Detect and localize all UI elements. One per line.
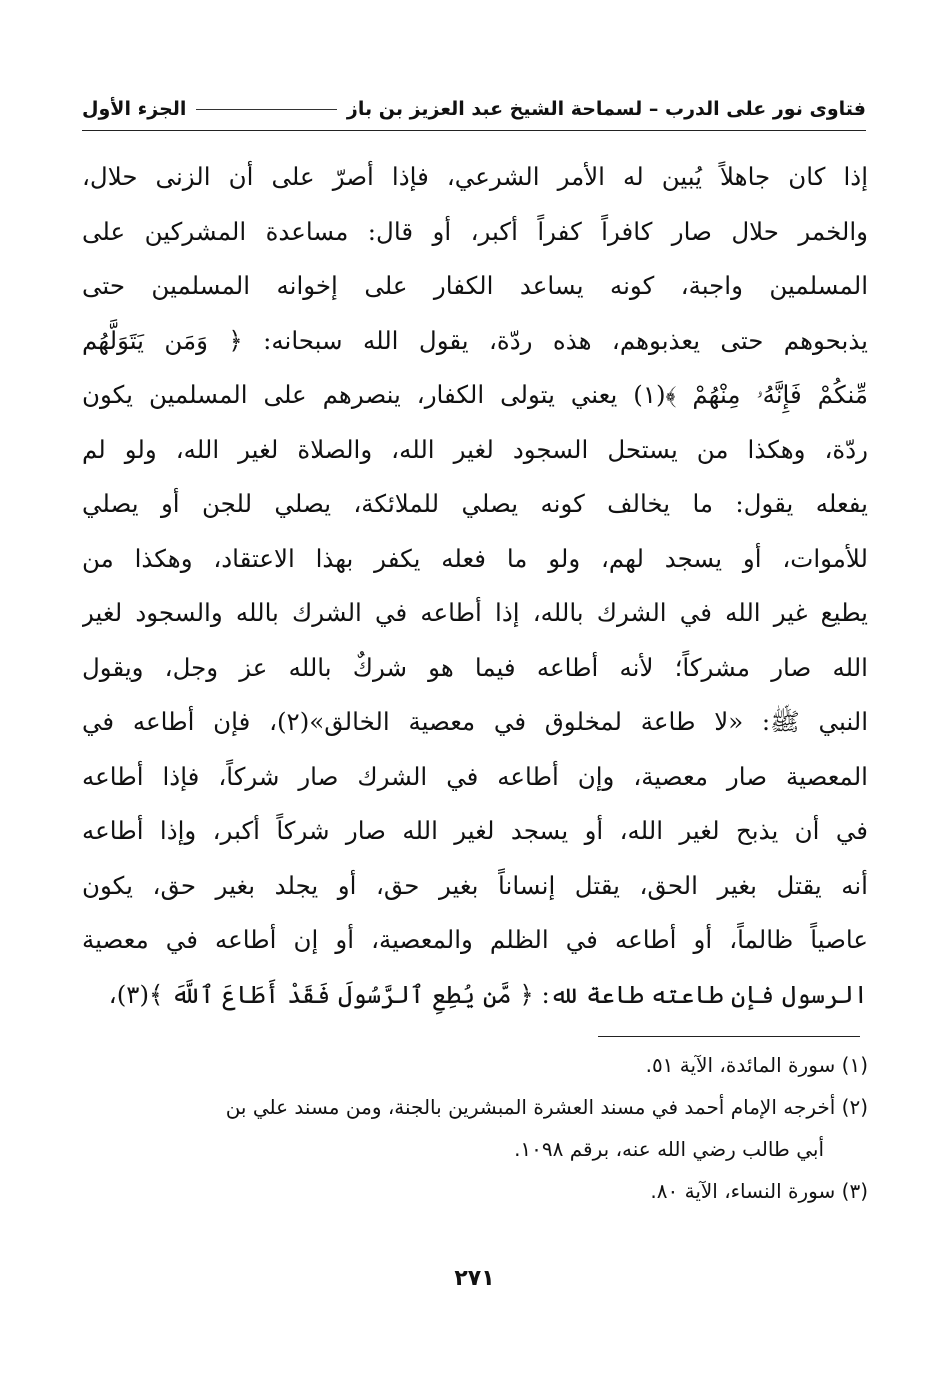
part-label: الجزء الأول <box>82 98 187 120</box>
main-text <box>82 150 868 1022</box>
footnote-1: (١) سورة المائدة، الآية ٥١. <box>645 1053 868 1077</box>
text-line: والخمر حلال صار كافراً كفراً أكبر، أو قال: مساعدة المشركين على <box>82 216 868 246</box>
header-leader-line <box>196 109 336 110</box>
footnote-2: (٢) أخرجه الإمام أحمد في مسند العشرة المبشرين بالجنة، ومن مسند علي بن <box>225 1095 868 1119</box>
footnote-separator <box>598 1036 860 1037</box>
running-header <box>82 88 866 131</box>
book-title: فتاوى نور على الدرب – لسماحة الشيخ عبد العزيز بن باز <box>346 98 866 120</box>
footnote-3: (٣) سورة النساء، الآية ٨٠. <box>650 1179 868 1203</box>
text-line: مِّنكُمْ فَإِنَّهُۥ مِنْهُمْ ﴾(١) يعني يتولى الكفار، ينصرهم على المسلمين يكون <box>82 380 868 409</box>
text-line: إذا كان جاهلاً يُبين له الأمر الشرعي، فإذا أصرّ على أن الزنى حلال، <box>82 162 868 191</box>
text-line: للأموات، أو يسجد لهم، ولو ما فعله يكفر بهذا الاعتقاد، وهكذا من <box>82 543 868 573</box>
text-line: يفعله يقول: ما يخالف كونه يصلي للملائكة، يصلي للجن أو يصلي <box>82 489 868 518</box>
text-line: ردّة، وهكذا من يستحل السجود لغير الله، والصلاة لغير الله، ولو لم <box>82 434 868 464</box>
text-line: الرسول فإن طاعته طاعة لله: ﴿ مَّن يُطِعِ ٱلرَّسُولَ فَقَدْ أَطَاعَ ٱللَّهَ ﴾(٣)، <box>108 979 868 1009</box>
text-line: يطيع غير الله في الشرك بالله، إذا أطاعه في الشرك بالله والسجود لغير <box>82 598 868 627</box>
text-line: النبي ﷺ: «لا طاعة لمخلوق في معصية الخالق»(٢)، فإن أطاعه في <box>82 707 868 736</box>
text-line: أنه يقتل بغير الحق، يقتل إنساناً بغير حق، أو يجلد بغير حق، يكون <box>82 870 868 900</box>
page-number: ٢٧١ <box>454 1266 495 1291</box>
text-line: المسلمين واجبة، كونه يساعد الكفار على إخوانه المسلمين حتى <box>82 271 868 300</box>
text-line: المعصية صار معصية، وإن أطاعه في الشرك صار شركاً، فإذا أطاعه <box>82 761 868 791</box>
footnotes <box>82 1044 868 1212</box>
text-line: عاصياً ظالماً، أو أطاعه في الظلم والمعصية، أو إن أطاعه في معصية <box>82 925 868 954</box>
text-line: الله صار مشركاً؛ لأنه أطاعه فيما هو شركٌ بالله عز وجل، ويقول <box>82 652 868 682</box>
text-line: في أن يذبح لغير الله، أو يسجد لغير الله صار شركاً أكبر، وإذا أطاعه <box>82 816 868 845</box>
footnote-2-continued: أبي طالب رضي الله عنه، برقم ١٠٩٨. <box>514 1137 824 1161</box>
text-line: يذبحوهم حتى يعذبوهم، هذه ردّة، يقول الله سبحانه: ﴿ وَمَن يَتَوَلَّهُم <box>82 325 868 355</box>
